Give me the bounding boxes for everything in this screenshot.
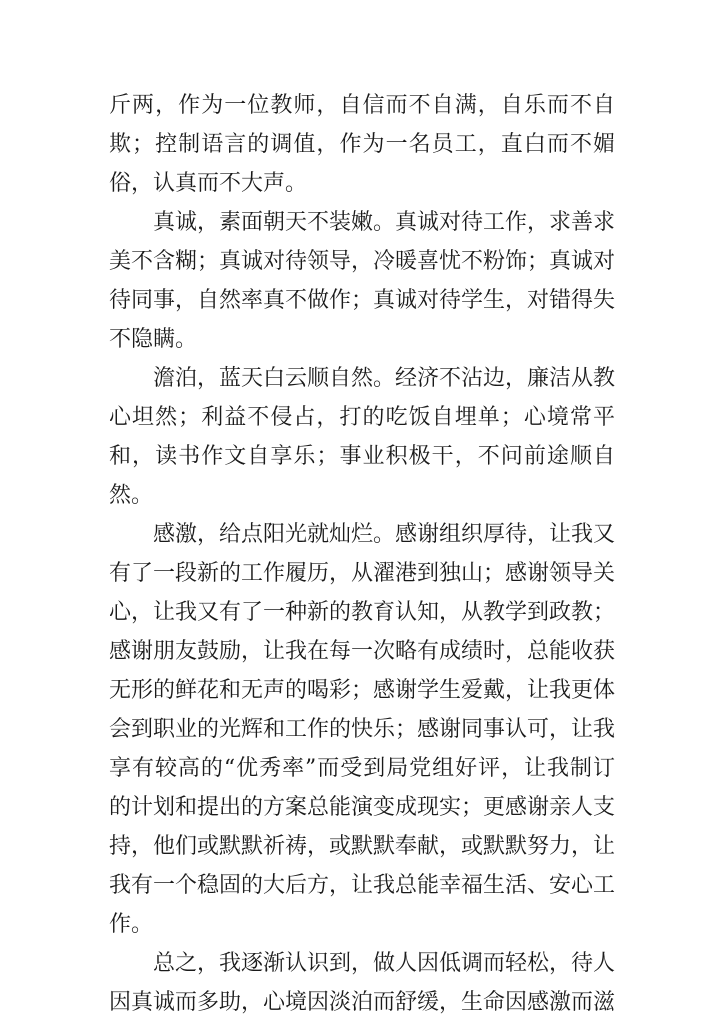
paragraph-conclusion: 总之，我逐渐认识到，做人因低调而轻松，待人因真诚而多助，心境因淡泊而舒缓，生命因感激而滋 [109, 951, 616, 1015]
document-body [109, 86, 615, 1022]
paragraph-indifference: 澹泊，蓝天白云顺自然。经济不沾边，廉洁从教心坦然；利益不侵占，打的吃饭自埋单；心境常平和，读书作文自享乐；事业积极干，不问前途顺自然。 [109, 366, 616, 508]
paragraph-continuation: 斤两，作为一位教师，自信而不自满，自乐而不自欺；控制语言的调值，作为一名员工，直白而不媚俗，认真而不大声。 [109, 93, 615, 196]
paragraph-gratitude: 感激，给点阳光就灿烂。感谢组织厚待，让我又有了一段新的工作履历，从濯港到独山；感谢领导关心，让我又有了一种新的教育认知，从教学到政教；感谢朋友鼓励，让我在每一次略有成绩时，总能收获无形的鲜花和无声的喝彩；感谢学生爱戴，让我更体会到职业的光辉和工作的快乐；感谢同事认可，让我享有较高的“优秀率”而受到局党组好评，让我制订的计划和提出的方案总能演变成现实；更感谢亲人支持，他们或默默祈祷，或默默奉献，或默默努力，让我有一个稳固的大后方，让我总能幸福生活、安心工作。 [109, 522, 616, 937]
paragraph-sincerity: 真诚，素面朝天不装嫩。真诚对待工作，求善求美不含糊；真诚对待领导，冷暖喜忧不粉饰；真诚对待同事，自然率真不做作；真诚对待学生，对错得失不隐瞒。 [109, 210, 616, 352]
